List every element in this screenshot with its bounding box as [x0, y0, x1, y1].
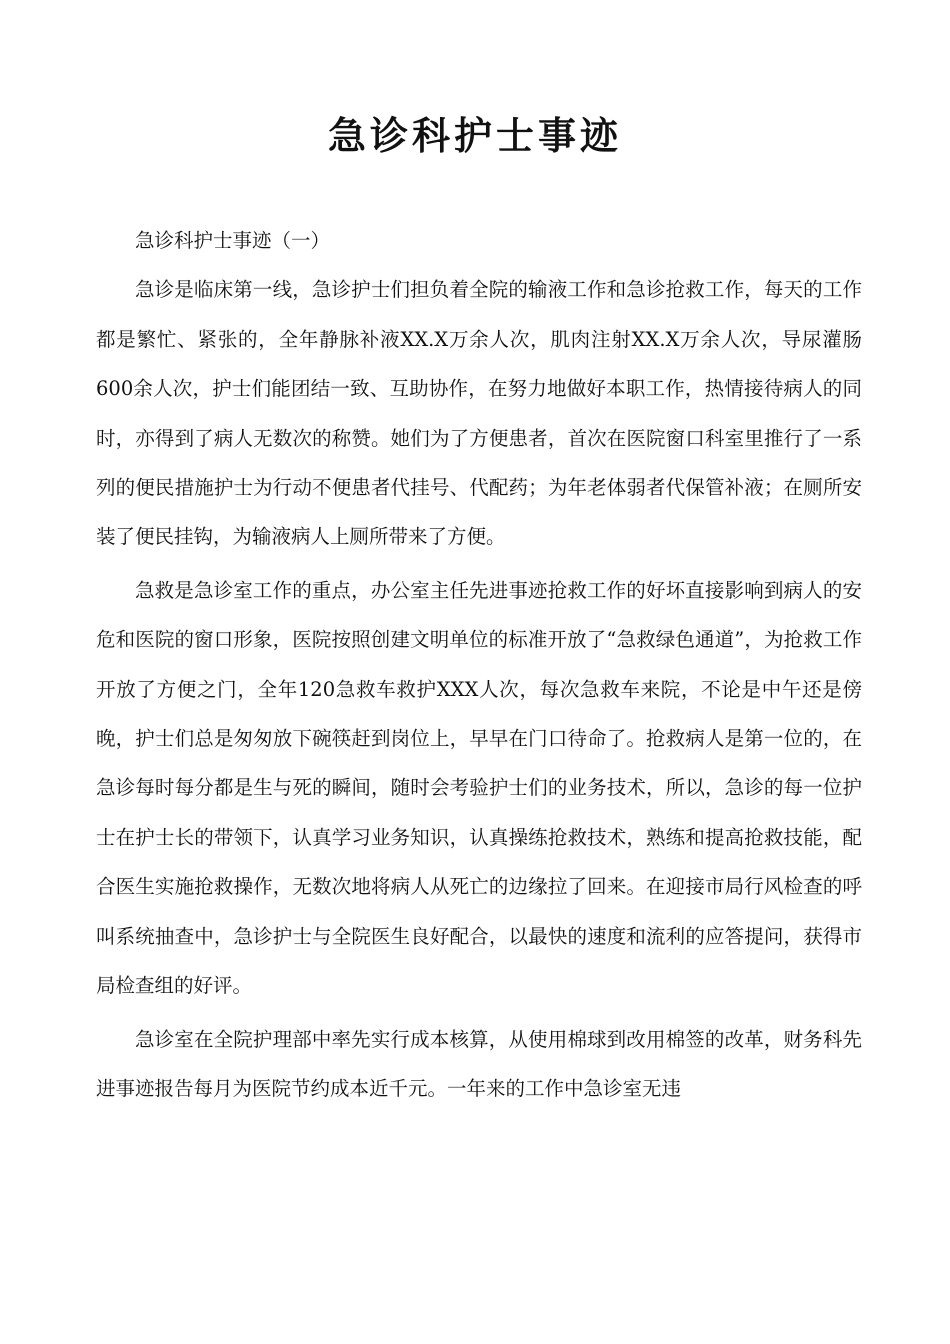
body-paragraph: 急救是急诊室工作的重点，办公室主任先进事迹抢救工作的好坏直接影响到病人的安危和医院的窗口形象，医院按照创建文明单位的标准开放了“急救绿色通道”，为抢救工作开放了方便之门，全年120急救车救护XXX人次，每次急救车来院，不论是中午还是傍晚，护士们总是匆匆放下碗筷赶到岗位上，早早在门口待命了。抢救病人是第一位的，在急诊每时每分都是生与死的瞬间，随时会考验护士们的业务技术，所以，急诊的每一位护士在护士长的带领下，认真学习业务知识，认真操练抢救技术，熟练和提高抢救技能，配合医生实施抢救操作，无数次地将病人从死亡的边缘拉了回来。在迎接市局行风检查的呼叫系统抽查中，急诊护士与全院医生良好配合，以最快的速度和流利的应答提问，获得市局检查组的好评。 [96, 578, 862, 998]
document-body [96, 216, 862, 1117]
document-title: 急诊科护士事迹 [327, 114, 622, 158]
body-paragraph: 急诊是临床第一线，急诊护士们担负着全院的输液工作和急诊抢救工作，每天的工作都是繁忙、紧张的，全年静脉补液XX.X万余人次，肌肉注射XX.X万余人次，导尿灌肠600余人次，护士们能团结一致、互助协作，在努力地做好本职工作，热情接待病人的同时，亦得到了病人无数次的称赞。她们为了方便患者，首次在医院窗口科室里推行了一系列的便民措施护士为行动不便患者代挂号、代配药；为年老体弱者代保管补液；在厕所安装了便民挂钩，为输液病人上厕所带来了方便。 [96, 278, 862, 549]
body-paragraph: 急诊室在全院护理部中率先实行成本核算，从使用棉球到改用棉签的改革，财务科先进事迹报告每月为医院节约成本近千元。一年来的工作中急诊室无违 [96, 1027, 862, 1100]
section-subtitle: 急诊科护士事迹（一） [135, 229, 331, 252]
